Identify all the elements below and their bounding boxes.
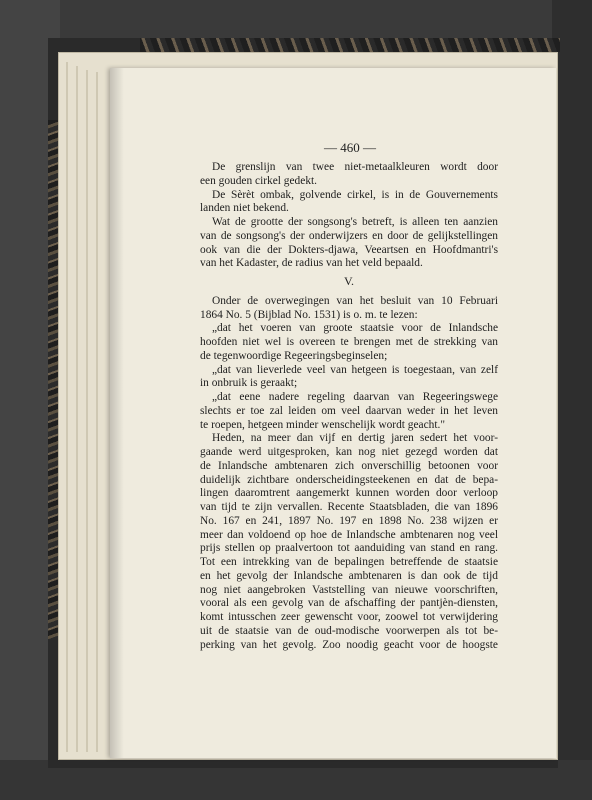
text-line: De Sèrèt ombak, golvende cirkel, is in de Gouvernements (212, 188, 498, 201)
text-line: perking van het gevolg. Zoo noodig geacht voor de hoogste (200, 638, 498, 651)
section-heading: V. (343, 274, 355, 288)
text-line: ook van die der Dokters-djawa, Veeartsen en Hoofdmantri's (200, 243, 498, 256)
text-line: en het gevolg der Inlandsche ambtenaren is dan ook de tijd (200, 569, 498, 582)
paragraphs-after-section (200, 295, 498, 653)
page-number: — 460 — (324, 140, 376, 155)
text-line: „dat eene nadere regeling daarvan van Regeeringswege (212, 391, 498, 403)
text-line: hoofden niet wel is overeen te brengen met de strekking van (200, 336, 498, 348)
paragraphs-before-section (200, 161, 498, 271)
page-edge-line (66, 62, 68, 752)
text-line: De grenslijn van twee niet-metaalkleuren wordt door (212, 161, 498, 173)
text-line: Tot een intrekking van de bepalingen betreffende de staatsie (200, 556, 498, 568)
text-line: de tegenwoordige Regeeringsbeginselen; (200, 349, 388, 362)
text-line: slechts er toe zal leiden om veel daarvan weder in het leven (200, 404, 498, 417)
text-line: Wat de grootte der songsong's betreft, is alleen ten aanzien (212, 216, 498, 228)
text-line: te roepen, hetgeen minder wenschelijk wordt geacht." (200, 418, 446, 431)
text-line: lingen daaromtrent aangemerkt kunnen worden door verloop (200, 487, 498, 500)
marbled-edge-top (140, 38, 560, 52)
text-line: Onder de overwegingen van het besluit van 10 Februari (212, 294, 498, 307)
page-edge-line (96, 72, 98, 752)
text-line: duidelijk zichtbare onderscheidingsteekenen en dat de bepa- (200, 473, 498, 486)
text-line: vooral als een gevolg van de afschaffing der pantjèn-diensten, (200, 597, 498, 610)
text-line: gaande werd uitgesproken, kan nog niet gezegd worden dat (200, 446, 498, 458)
text-line: meer dan voldoend op hoe de Inlandsche ambtenaren nog veel (200, 528, 498, 541)
background-top (0, 0, 592, 42)
text-line: „dat van lieverlede veel van hetgeen is toegestaan, van zelf (212, 363, 498, 376)
text-line: van het Kadaster, de radius van het veld bepaald. (200, 257, 423, 270)
text-line: een gouden cirkel gedekt. (200, 174, 318, 187)
text-line: van tijd te zijn vervallen. Recente Staatsbladen, die van 1896 (200, 501, 498, 513)
text-line: van de songsong's der onderwijzers en door de gelijkstellingen (200, 229, 498, 242)
text-line: 1864 No. 5 (Bijblad No. 1531) is o. m. te lezen: (200, 308, 418, 321)
text-line: uit de staatsie van de oud-modische voorwerpen als tot be- (200, 624, 498, 637)
background-right (552, 0, 592, 800)
text-line: nog niet aangebroken Vaststelling van nieuwe voorschriften, (200, 583, 498, 596)
text-line: No. 167 en 241, 1897 No. 197 en 1898 No. 238 wijzen er (200, 514, 498, 527)
text-line: Heden, na meer dan vijf en dertig jaren sedert het voor- (212, 432, 498, 445)
page-edge-line (76, 66, 78, 752)
text-line: in onbruik is geraakt; (200, 377, 298, 390)
text-line: komt intusschen zeer gewenscht voor, zoowel tot verwijdering (200, 611, 498, 623)
page-gutter-shadow (110, 68, 124, 758)
page-body (200, 161, 498, 652)
text-line: prijs stellen op praalvertoon tot aanduiding van stand en rang. (200, 542, 498, 555)
page-edge-line (86, 70, 88, 752)
text-line: de Inlandsche ambtenaren zich onverschillig betoonen voor (200, 459, 498, 472)
text-line: „dat het voeren van groote staatsie voor de Inlandsche (212, 322, 498, 335)
text-line: landen niet bekend. (200, 202, 289, 215)
